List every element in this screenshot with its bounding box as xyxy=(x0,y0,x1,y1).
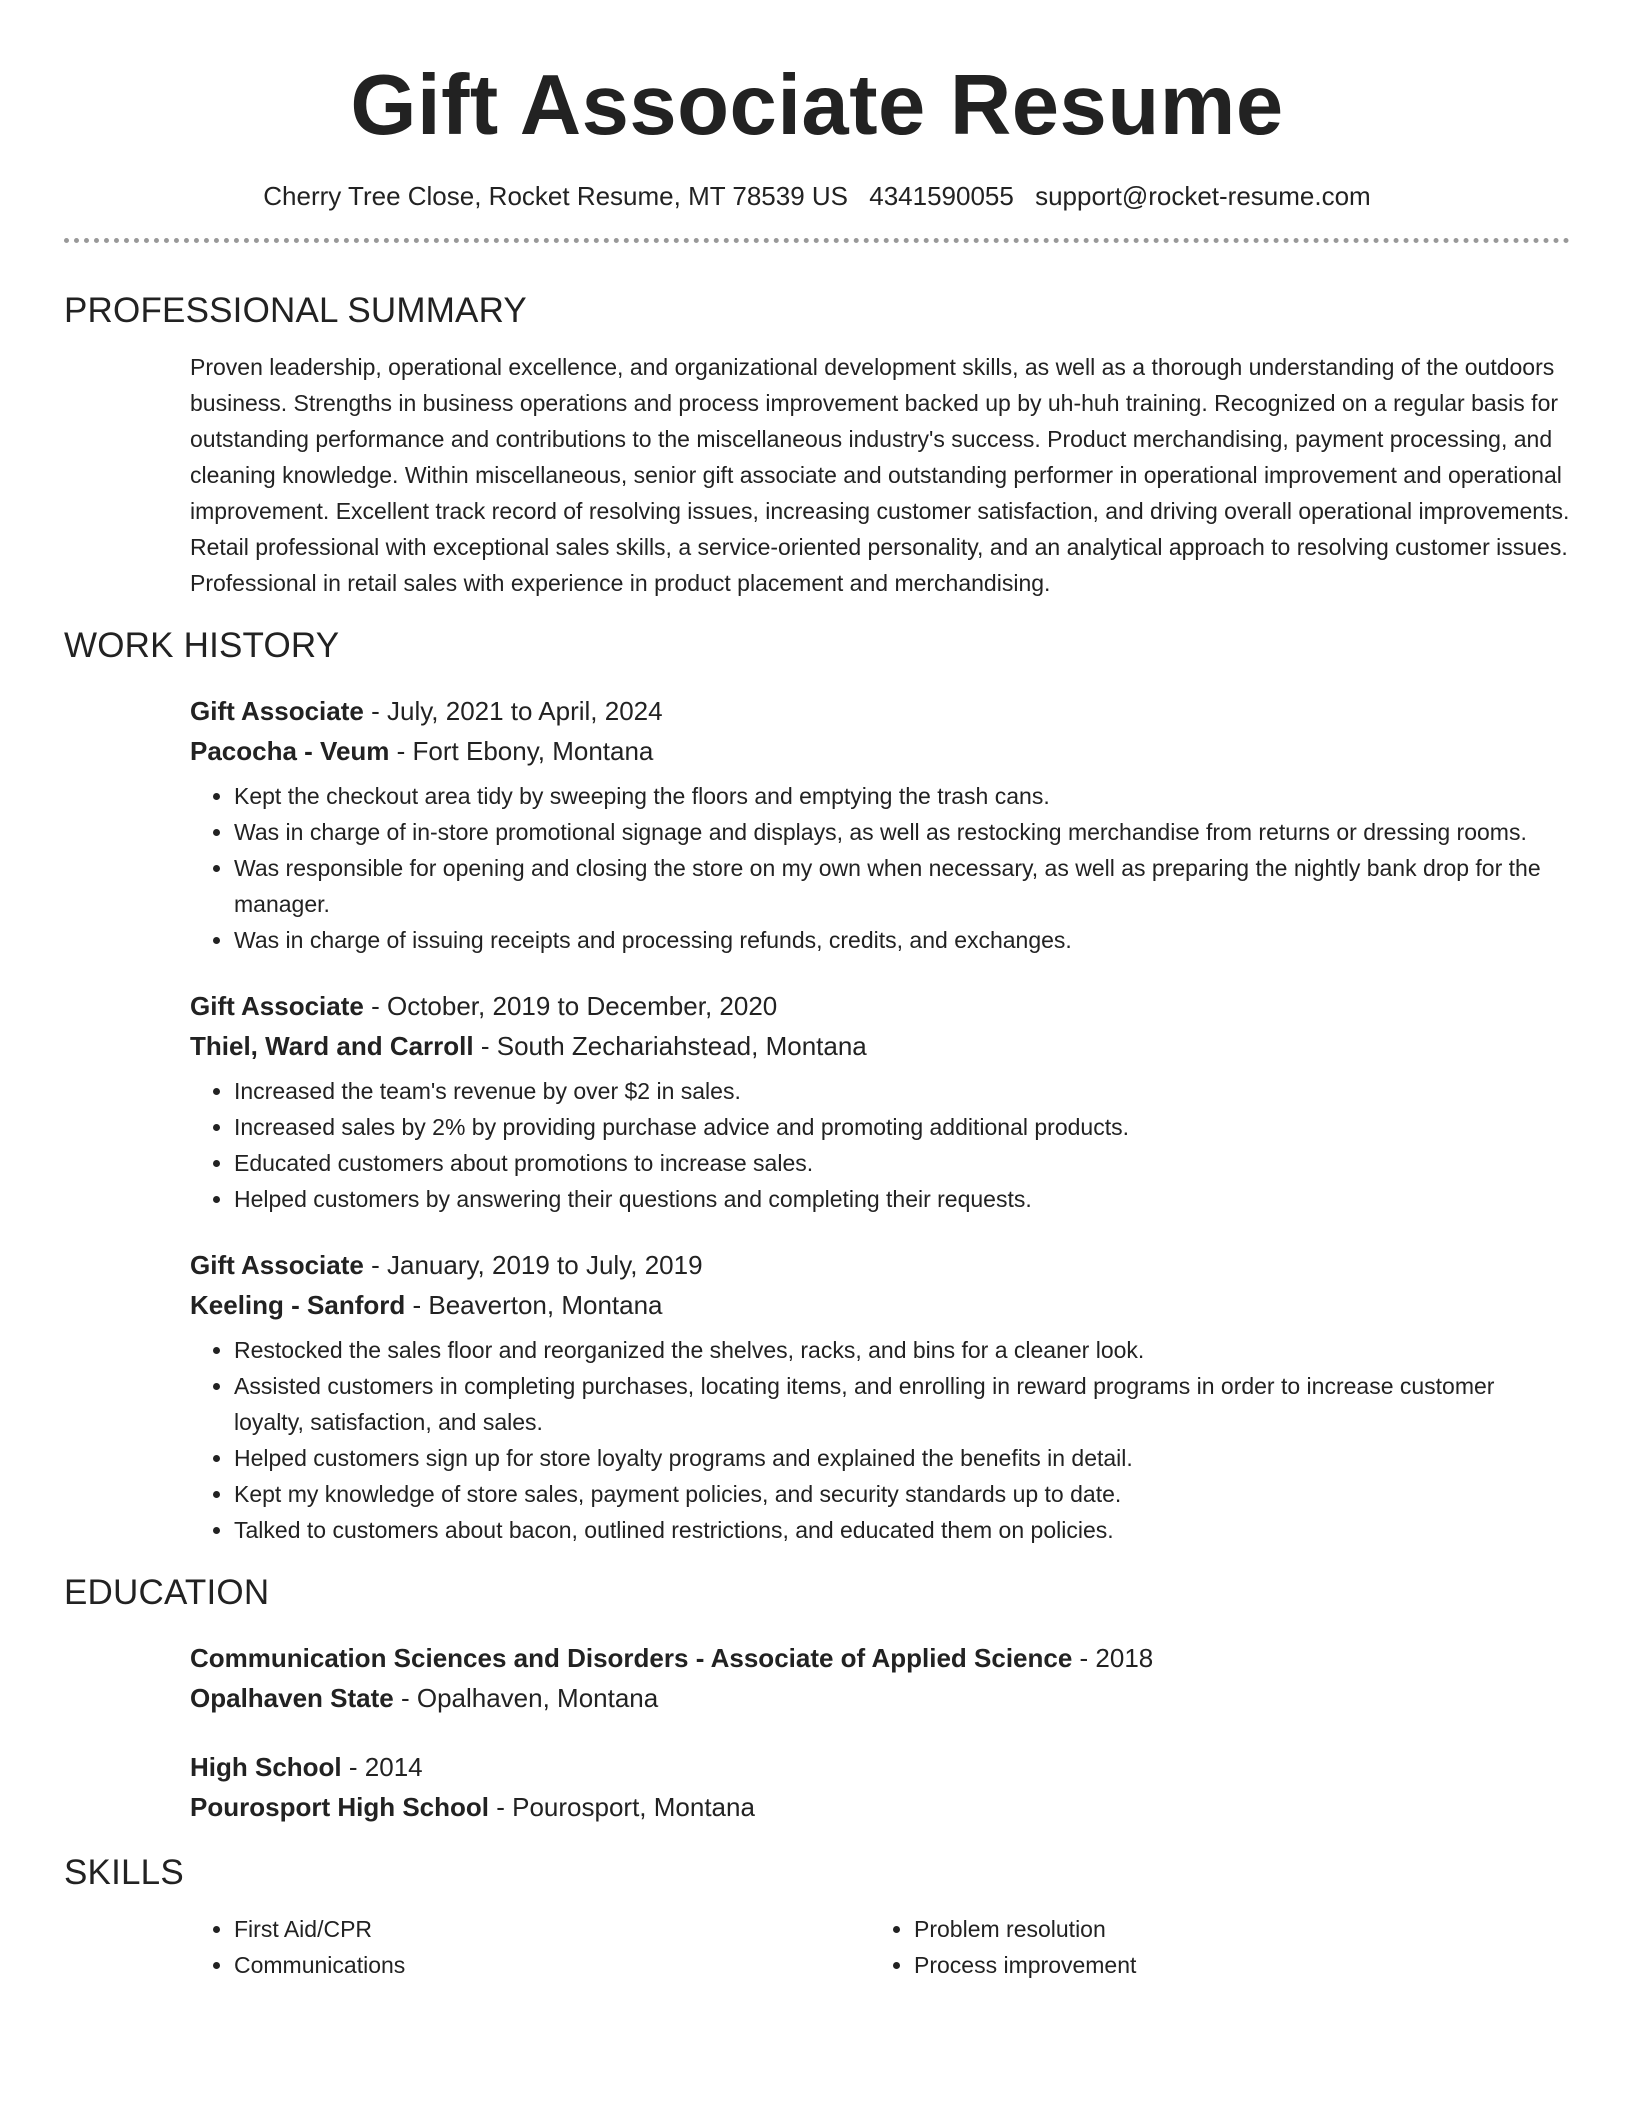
degree-name: High School xyxy=(190,1752,342,1782)
job-company: Keeling - Sanford xyxy=(190,1290,406,1320)
job-company-line xyxy=(190,731,1570,771)
summary-heading: PROFESSIONAL SUMMARY xyxy=(64,291,527,330)
skill-item: • Problem resolution xyxy=(914,1911,1136,1947)
job-company-line xyxy=(190,1026,1570,1066)
job-duty: • Increased the team's revenue by over $2 in sales. xyxy=(234,1073,1570,1109)
job-role: Gift Associate xyxy=(190,991,364,1021)
job-dates: - July, 2021 to April, 2024 xyxy=(363,696,663,726)
work-history-list xyxy=(190,691,1570,1548)
school-location: - Pourosport, Montana xyxy=(489,1792,755,1822)
job-dates: - January, 2019 to July, 2019 xyxy=(363,1250,703,1280)
job-duty: • Increased sales by 2% by providing purchase advice and promoting additional products. xyxy=(234,1109,1570,1145)
job-duty: • Assisted customers in completing purchases, locating items, and enrolling in reward programs in order to increase customer loyalty, satisfaction, and sales. xyxy=(234,1368,1570,1440)
school-name: Opalhaven State xyxy=(190,1683,394,1713)
degree-name: Communication Sciences and Disorders - Associate of Applied Science xyxy=(190,1643,1073,1673)
school-line xyxy=(190,1678,1570,1718)
job-duties xyxy=(190,778,1570,958)
degree-line xyxy=(190,1747,1570,1787)
skills-column xyxy=(870,1911,1136,1983)
job-duty: • Helped customers by answering their questions and completing their requests. xyxy=(234,1181,1570,1217)
header-divider xyxy=(64,238,1570,243)
job-entry xyxy=(190,1245,1570,1548)
job-duty: • Was responsible for opening and closing the store on my own when necessary, as well as preparing the nightly bank drop for the manager. xyxy=(234,850,1570,922)
job-duties xyxy=(190,1073,1570,1217)
job-role: Gift Associate xyxy=(190,696,364,726)
skill-item: • Communications xyxy=(234,1947,870,1983)
job-duty: • Helped customers sign up for store loyalty programs and explained the benefits in detail. xyxy=(234,1440,1570,1476)
job-duty: • Was in charge of issuing receipts and processing refunds, credits, and exchanges. xyxy=(234,922,1570,958)
job-duty: • Talked to customers about bacon, outlined restrictions, and educated them on policies. xyxy=(234,1512,1570,1548)
contact-address: Cherry Tree Close, Rocket Resume, MT 78539 US xyxy=(263,181,849,211)
job-title-line xyxy=(190,691,1570,731)
job-role: Gift Associate xyxy=(190,1250,364,1280)
job-entry xyxy=(190,691,1570,958)
education-entry xyxy=(190,1747,1570,1827)
job-entry xyxy=(190,986,1570,1217)
job-dates: - October, 2019 to December, 2020 xyxy=(363,991,778,1021)
job-location: - Fort Ebony, Montana xyxy=(389,736,654,766)
school-line xyxy=(190,1787,1570,1827)
job-duty: • Was in charge of in-store promotional signage and displays, as well as restocking merchandise from returns or dressing rooms. xyxy=(234,814,1570,850)
skills-heading: SKILLS xyxy=(64,1853,184,1892)
degree-year: - 2014 xyxy=(341,1752,423,1782)
skills-list xyxy=(190,1911,1570,1983)
job-location: - South Zechariahstead, Montana xyxy=(473,1031,867,1061)
skills-column xyxy=(190,1911,870,1983)
education-list xyxy=(190,1638,1570,1827)
job-company-line xyxy=(190,1285,1570,1325)
contact-phone: 4341590055 xyxy=(869,181,1014,211)
school-name: Pourosport High School xyxy=(190,1792,489,1822)
skill-item: • First Aid/CPR xyxy=(234,1911,870,1947)
degree-year: - 2018 xyxy=(1072,1643,1154,1673)
job-company: Pacocha - Veum xyxy=(190,736,390,766)
education-entry xyxy=(190,1638,1570,1718)
job-company: Thiel, Ward and Carroll xyxy=(190,1031,474,1061)
school-location: - Opalhaven, Montana xyxy=(393,1683,659,1713)
job-duty: • Kept the checkout area tidy by sweeping the floors and emptying the trash cans. xyxy=(234,778,1570,814)
degree-line xyxy=(190,1638,1570,1678)
work-history-heading: WORK HISTORY xyxy=(64,626,340,665)
resume-title: Gift Associate Resume xyxy=(350,58,1284,153)
job-duty: • Kept my knowledge of store sales, payment policies, and security standards up to date. xyxy=(234,1476,1570,1512)
job-title-line xyxy=(190,1245,1570,1285)
job-location: - Beaverton, Montana xyxy=(405,1290,663,1320)
contact-email: support@rocket-resume.com xyxy=(1035,181,1371,211)
skill-item: • Process improvement xyxy=(914,1947,1136,1983)
job-duty: • Educated customers about promotions to increase sales. xyxy=(234,1145,1570,1181)
contact-line xyxy=(64,180,1570,212)
resume-page xyxy=(64,0,1570,1983)
job-duty: • Restocked the sales floor and reorganized the shelves, racks, and bins for a cleaner look. xyxy=(234,1332,1570,1368)
summary-text: Proven leadership, operational excellence, and organizational development skills, as well as a thorough understanding of the outdoors business. Strengths in business operations and process improvement backed up by uh-huh training. Recognized on a regular basis for outstanding performance and contributions to the miscellaneous industry's success. Product merchandising, payment processing, and cleaning knowledge. Within miscellaneous, senior gift associate and outstanding performer in operational improvement and operational improvement. Excellent track record of resolving issues, increasing customer satisfaction, and driving overall operational improvements. Retail professional with exceptional sales skills, a service-oriented personality, and an analytical approach to resolving customer issues. Professional in retail sales with experience in product placement and merchandising. xyxy=(190,354,1570,596)
job-title-line xyxy=(190,986,1570,1026)
education-heading: EDUCATION xyxy=(64,1573,270,1612)
job-duties xyxy=(190,1332,1570,1548)
